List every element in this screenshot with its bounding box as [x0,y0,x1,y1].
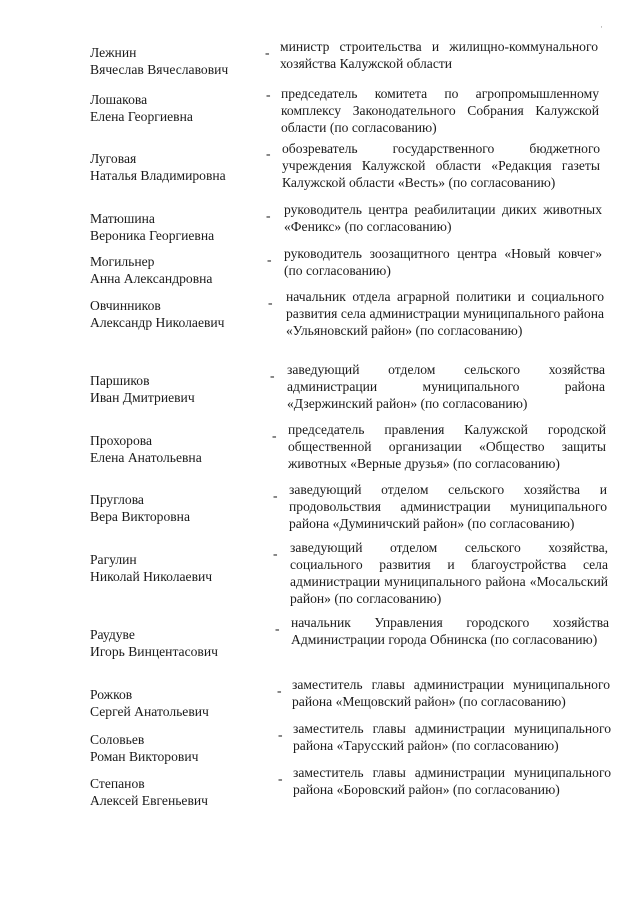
member-name [90,686,265,720]
member-given-names: Елена Анатольевна [90,450,202,465]
member-surname: Рагулин [90,552,137,567]
member-role: начальник Управления городского хозяйства Администрации города Обнинска (по согласованию) [291,615,609,647]
member-surname: Овчинников [90,298,161,313]
member-surname: Матюшина [90,211,155,226]
list-dash: - [266,146,271,161]
member-given-names: Елена Георгиевна [90,109,193,124]
member-surname: Лежнин [90,45,137,60]
member-role: руководитель зоозащитного центра «Новый ковчег» (по согласованию) [284,246,602,278]
member-given-names: Александр Николаевич [90,315,225,330]
list-dash: - [278,771,283,786]
member-surname: Соловьев [90,732,145,747]
member-role: заместитель главы администрации муниципального района «Тарусский район» (по согласованию) [293,721,611,753]
member-given-names: Наталья Владимировна [90,168,226,183]
member-surname: Пруглова [90,492,144,507]
member-given-names: Николай Николаевич [90,569,213,584]
member-role: заместитель главы администрации муниципального района «Мещовский район» (по согласованию) [292,677,610,709]
member-given-names: Вячеслав Вячеславович [90,62,229,77]
member-role: начальник отдела аграрной политики и социального развития села администрации муниципального района «Ульяновский район» (по согласованию) [286,289,604,338]
member-surname: Прохорова [90,433,153,448]
list-dash: - [266,208,271,223]
list-dash: - [278,727,283,742]
member-given-names: Сергей Анатольевич [90,704,209,719]
member-name [90,372,265,406]
member-surname: Могильнер [90,254,155,269]
member-role: председатель комитета по агропромышленному комплексу Законодательного Собрания Калужской области (по согласованию) [281,86,599,135]
member-name [90,775,265,809]
member-name [90,551,265,585]
member-name [90,253,265,287]
member-given-names: Роман Викторович [90,749,199,764]
list-dash: - [270,368,275,383]
list-dash: - [272,428,277,443]
member-name [90,432,265,466]
member-surname: Раудуве [90,627,135,642]
member-role: заведующий отделом сельского хозяйства и продовольствия администрации муниципального района «Думиничский район» (по согласованию) [289,482,607,531]
member-name [90,491,265,525]
member-given-names: Вера Викторовна [90,509,190,524]
member-surname: Рожков [90,687,133,702]
member-name [90,297,265,331]
member-name [90,210,265,244]
member-role: заведующий отделом сельского хозяйства администрации муниципального района «Дзержинский район» (по согласованию) [287,362,605,411]
list-dash: - [266,87,271,102]
member-surname: Паршиков [90,373,150,388]
member-role: председатель правления Калужской городской общественной организации «Общество защиты животных «Верные друзья» (по согласованию) [288,422,606,471]
member-given-names: Анна Александровна [90,271,213,286]
member-surname: Луговая [90,151,137,166]
member-role: руководитель центра реабилитации диких животных «Феникс» (по согласованию) [284,202,602,234]
member-surname: Лошакова [90,92,148,107]
member-name [90,731,265,765]
member-name [90,626,265,660]
member-given-names: Вероника Георгиевна [90,228,215,243]
member-given-names: Игорь Винцентасович [90,644,218,659]
member-name [90,150,265,184]
member-given-names: Иван Дмитриевич [90,390,195,405]
member-given-names: Алексей Евгеньевич [90,793,208,808]
list-dash: - [275,621,280,636]
scan-mark: · [600,22,603,32]
member-surname: Степанов [90,776,145,791]
list-dash: - [268,295,273,310]
list-dash: - [265,45,270,60]
list-dash: - [273,488,278,503]
member-role: обозреватель государственного бюджетного учреждения Калужской области «Редакция газеты Калужской области «Весть» (по согласованию) [282,141,600,190]
list-dash: - [273,546,278,561]
member-name [90,91,265,125]
member-role: заведующий отделом сельского хозяйства, социального развития и благоустройства села администрации муниципального района «Мосальский район» (по согласованию) [290,540,608,606]
member-role: заместитель главы администрации муниципального района «Боровский район» (по согласованию) [293,765,611,797]
list-dash: - [277,683,282,698]
member-role: министр строительства и жилищно-коммунального хозяйства Калужской области [280,39,598,71]
member-name [90,44,265,78]
list-dash: - [267,252,272,267]
